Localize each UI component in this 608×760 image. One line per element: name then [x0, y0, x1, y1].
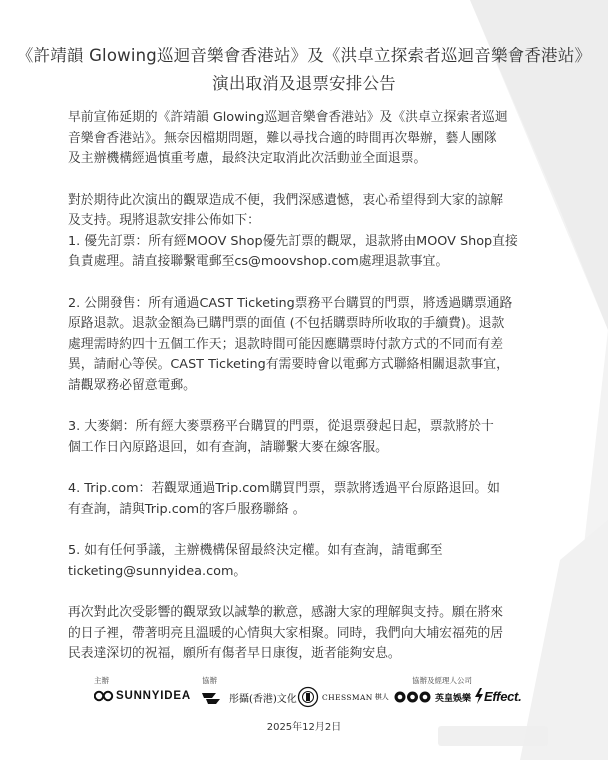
text-line: 再次對此次受影響的觀眾致以誠摯的歉意，感謝大家的理解與支持。願在將來 — [68, 605, 504, 620]
watermark-overlay — [438, 726, 548, 746]
text-line: 負責處理。請直接聯繫電郵至cs@moovshop.com處理退款事宜。 — [68, 254, 449, 269]
announcement-date: 2025年12月2日 — [266, 722, 342, 733]
text-line: 的日子裡，帶著明亮且溫暖的心情與大家相聚。同時，我們向大埔宏福苑的居 — [68, 625, 504, 641]
text-line: 有查詢，請與Trip.com的客戶服務聯絡 。 — [68, 501, 306, 517]
tongying-logo — [202, 690, 297, 705]
closing-paragraph — [68, 603, 544, 665]
sponsor-logos — [0, 686, 608, 712]
chessman-emblem-icon — [297, 686, 319, 708]
emperor-text: 英皇娛樂 — [435, 693, 472, 704]
text-line: 請觀眾務必留意電郵。 — [68, 377, 196, 393]
text-line: 及主辦機構經過慎重考慮，最終決定取消此次活動並全面退票。 — [68, 151, 427, 166]
chessman-text: CHESSMAN — [322, 692, 373, 702]
refund-item-1 — [68, 232, 544, 273]
text-line: 異，請耐心等侯。CAST Ticketing有需要時會以電郵方式聯絡相關退款事宜， — [68, 357, 509, 372]
text-line: 個工作日內原路退回，如有查詢，請聯繫大麥在線客服。 — [68, 439, 388, 455]
tongying-text: 彤攝(香港)文化 — [229, 694, 297, 705]
emperor-mark-icon — [394, 690, 432, 704]
text-line: 3. 大麥網：所有經大麥票務平台購買的門票，從退票發起日起，票款將於十 — [68, 419, 494, 434]
text-line: 2. 公開發售：所有通過CAST Ticketing票務平台購買的門票，將透過購票通路 — [68, 295, 513, 311]
intro-paragraph — [68, 108, 544, 170]
refund-item-3 — [68, 417, 544, 458]
text-line: 5. 如有任何爭議，主辦機構保留最終決定權。如有查詢，請電郵至 — [68, 543, 443, 558]
chessman-logo — [297, 686, 389, 708]
text-line: 音樂會香港站》。無奈因檔期問題，難以尋找合適的時間再次舉辦，藝人團隊 — [68, 130, 497, 146]
chessman-cn-text: 棋人 — [374, 693, 389, 701]
co-organizer-agent-label: 協辦及經理人公司 — [412, 676, 472, 685]
tongying-mark-icon — [202, 691, 226, 705]
apology-paragraph — [68, 191, 544, 232]
organizer-label: 主辦 — [94, 676, 109, 685]
text-line: 處理需時約四十五個工作天；退款時間可能因應購票時付款方式的不同而有差 — [68, 336, 504, 352]
text-line: 及支持。現將退款安排公佈如下： — [68, 213, 260, 228]
text-line: 原路退款。退款金額為已購門票的面值 (不包括購票時所收取的手續費)。退款 — [68, 316, 505, 331]
co-organizer-label: 協辦 — [202, 676, 217, 685]
text-line: ticketing@sunnyidea.com。 — [68, 563, 247, 579]
effect-mark-icon — [474, 688, 484, 704]
refund-item-2 — [68, 294, 544, 397]
effect-text: Effect. — [484, 688, 522, 704]
title-line-1: 《許靖韻 Glowing巡迴音樂會香港站》及《洪卓立探索者巡迴音樂會香港站》 — [16, 46, 592, 65]
sunnyidea-mark-icon — [94, 690, 114, 702]
page-title — [0, 42, 608, 98]
sunnyidea-logo — [94, 690, 191, 702]
refund-item-4 — [68, 479, 544, 520]
text-line: 民表達深切的祝福，願所有傷者早日康復，逝者能夠安息。 — [68, 646, 401, 661]
text-line: 早前宣佈延期的《許靖韻 Glowing巡迴音樂會香港站》及《洪卓立探索者巡迴 — [68, 110, 508, 125]
refund-item-5 — [68, 541, 544, 582]
text-line: 1. 優先訂票：所有經MOOV Shop優先訂票的觀眾，退款將由MOOV Shop直接 — [68, 233, 518, 249]
text-line: 對於期待此次演出的觀眾造成不便，我們深感遺憾，衷心希望得到大家的諒解 — [68, 192, 504, 208]
title-line-2: 演出取消及退票安排公告 — [212, 74, 396, 93]
sunnyidea-text: SUNNYIDEA — [116, 690, 191, 702]
emperor-logo — [394, 690, 471, 704]
text-line: 4. Trip.com：若觀眾通過Trip.com購買門票，票款將透過平台原路退回。如 — [68, 481, 500, 496]
effect-logo — [474, 688, 521, 704]
announcement-body — [68, 108, 544, 665]
